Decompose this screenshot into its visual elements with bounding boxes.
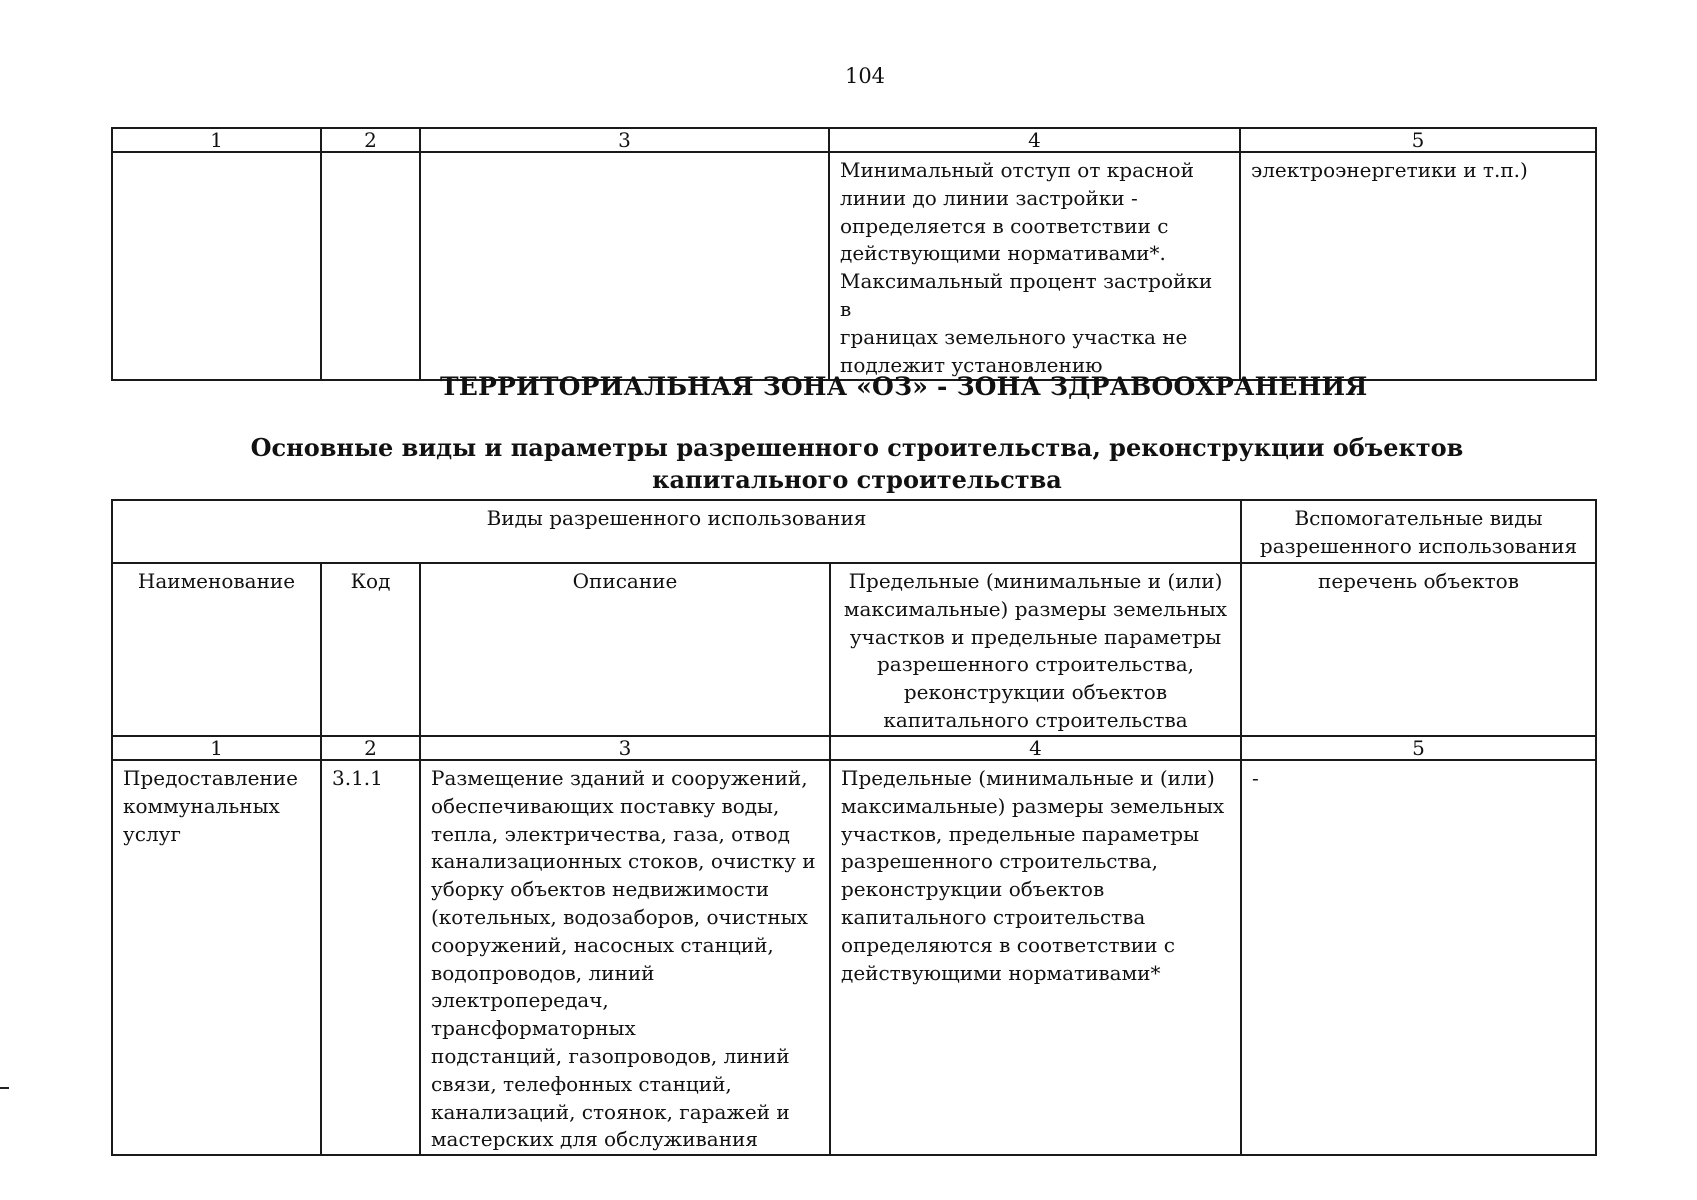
column-number: 1 [112,736,321,760]
column-number: 4 [830,736,1241,760]
objects-cell: электроэнергетики и т.п.) [1240,152,1596,380]
group-header-main: Виды разрешенного использования [112,500,1241,563]
continuation-table [111,127,1597,381]
zone-title: ТЕРРИТОРИАЛЬНАЯ ЗОНА «ОЗ» - ЗОНА ЗДРАВООХРАНЕНИЯ [440,372,1368,401]
page-number: 104 [844,64,886,88]
limits-cell: Предельные (минимальные и (или) максимальные) размеры земельных участков, предельные параметры разрешенного строительства, реконструкции объектов капитального строительства определяются в соответствии с действующими нормативами* [830,760,1241,1155]
column-number: 3 [420,736,830,760]
column-number-row [112,128,1596,152]
header-objects: перечень объектов [1241,563,1596,736]
table-row [112,152,1596,380]
description-cell [420,152,829,380]
header-code: Код [321,563,420,736]
column-number-row [112,736,1596,760]
group-header-aux: Вспомогательные виды разрешенного использования [1241,500,1596,563]
name-cell: Предоставление коммунальных услуг [112,760,321,1155]
column-number: 2 [321,128,420,152]
column-number: 1 [112,128,321,152]
column-header-row [112,563,1596,736]
header-description: Описание [420,563,830,736]
group-header-row [112,500,1596,563]
objects-cell: - [1241,760,1596,1155]
column-number: 2 [321,736,420,760]
name-cell [112,152,321,380]
header-limits: Предельные (минимальные и (или) максимальные) размеры земельных участков и предельные параметры разрешенного строительства, реконструкции объектов капитального строительства [830,563,1241,736]
header-name: Наименование [112,563,321,736]
permitted-use-table [111,499,1597,1156]
section-title: Основные виды и параметры разрешенного строительства, реконструкции объектов капитального строительства [250,433,1464,494]
column-number: 4 [829,128,1240,152]
code-cell [321,152,420,380]
table-row [112,760,1596,1155]
limits-cell: Минимальный отступ от красной линии до линии застройки - определяется в соответствии с действующими нормативами*. Максимальный процент застройки в границах земельного участка не подлежит установлению [829,152,1240,380]
column-number: 3 [420,128,829,152]
column-number: 5 [1241,736,1596,760]
code-cell: 3.1.1 [321,760,420,1155]
margin-mark [0,1087,9,1089]
description-cell: Размещение зданий и сооружений, обеспечивающих поставку воды, тепла, электричества, газа, отвод канализационных стоков, очистку и уборку объектов недвижимости (котельных, водозаборов, очистных сооружений, насосных станций, водопроводов, линий электропередач, трансформаторных подстанций, газопроводов, линий связи, телефонных станций, канализаций, стоянок, гаражей и мастерских для обслуживания [420,760,830,1155]
column-number: 5 [1240,128,1596,152]
